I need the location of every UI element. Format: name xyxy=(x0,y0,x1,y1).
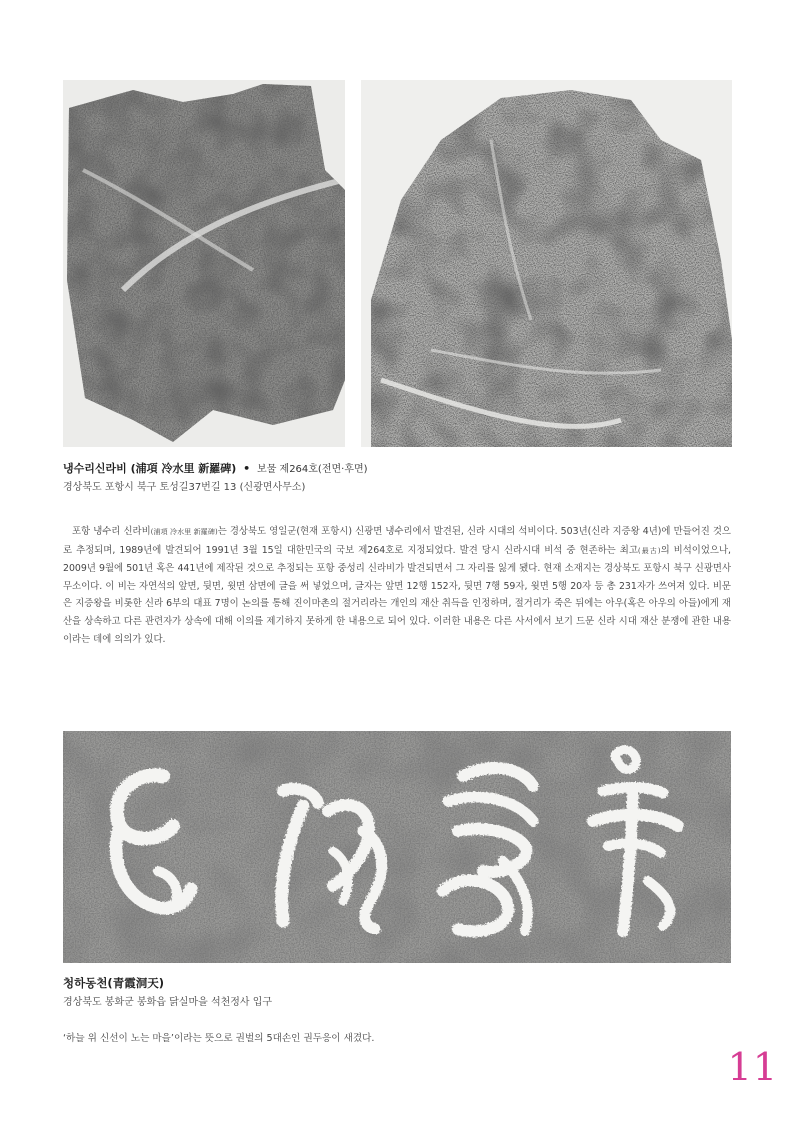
page-number: 11 xyxy=(727,1045,778,1089)
body-hanja-2: (最古) xyxy=(637,546,661,555)
body-text-part1: 포항 냉수리 신라비 xyxy=(72,526,151,537)
caption-separator: • xyxy=(243,462,251,475)
caption-title-text: 냉수리신라비 (浦項 冷水里 新羅碑) xyxy=(63,462,237,475)
calligraphy-description: ‘하늘 위 신선이 노는 마을’이라는 뜻으로 권벌의 5대손인 권두응이 새겼다. xyxy=(63,1033,375,1044)
caption-title-stele xyxy=(63,460,368,476)
body-hanja-1: (浦項 冷水里 新羅碑) xyxy=(150,528,218,536)
caption-title-calligraphy: 청하동천(青霞洞天) xyxy=(63,976,164,990)
body-paragraph xyxy=(63,523,731,648)
rubbing-back-image xyxy=(361,80,732,447)
caption-location-calligraphy: 경상북도 봉화군 봉화읍 닭실마을 석천정사 입구 xyxy=(63,997,273,1008)
rubbing-front-image xyxy=(63,80,345,447)
body-text-part3: 의 비석이었으나, 2009년 9월에 501년 혹은 441년에 제작된 것으로 추정되는 포항 중성리 신라비가 발견되면서 그 자리를 잃게 됐다. 현재 소재지는 경상북도 포항시 북구 신광면사무소이다. 이 비는 자연석의 앞면, 뒷면, 윗면 삼면에 글을 써 넣었으며, 글자는 앞면 12행 152자, 뒷면 7행 59자, 윗면 5행 20자 등 총 231자가 쓰여져 있다. 비문은 지증왕을 비롯한 신라 6부의 대표 7명이 논의를 통해 진이마촌의 절거리라는 개인의 재산 취득을 인정하며, 절거리가 죽은 뒤에는 아우(혹은 아우의 아들)에게 재산을 상속하고 다른 관련자가 상속에 대해 이의를 제기하지 못하게 한 내용으로 되어 있다. 이러한 내용은 다른 사서에서 보기 드문 신라 시대 재산 분쟁에 관한 내용이라는 데에 의의가 있다. xyxy=(63,544,732,645)
rubbing-calligraphy-image xyxy=(63,731,731,963)
body-text-part2: 는 경상북도 영일군(현재 포항시) 신광면 냉수리에서 발견된, 신라 시대의 석비이다. 503년(신라 지증왕 4년)에 만들어진 것으로 추정되며, 1989년에 발견되어 1991년 3월 15일 대한민국의 국보 제264호로 지정되었다. 발견 당시 신라시대 비석 중 현존하는 최고 xyxy=(63,526,731,556)
caption-location-stele: 경상북도 포항시 북구 토성길37번길 13 (신광면사무소) xyxy=(63,482,306,493)
caption-designation: 보물 제264호(전면·후면) xyxy=(257,464,368,475)
